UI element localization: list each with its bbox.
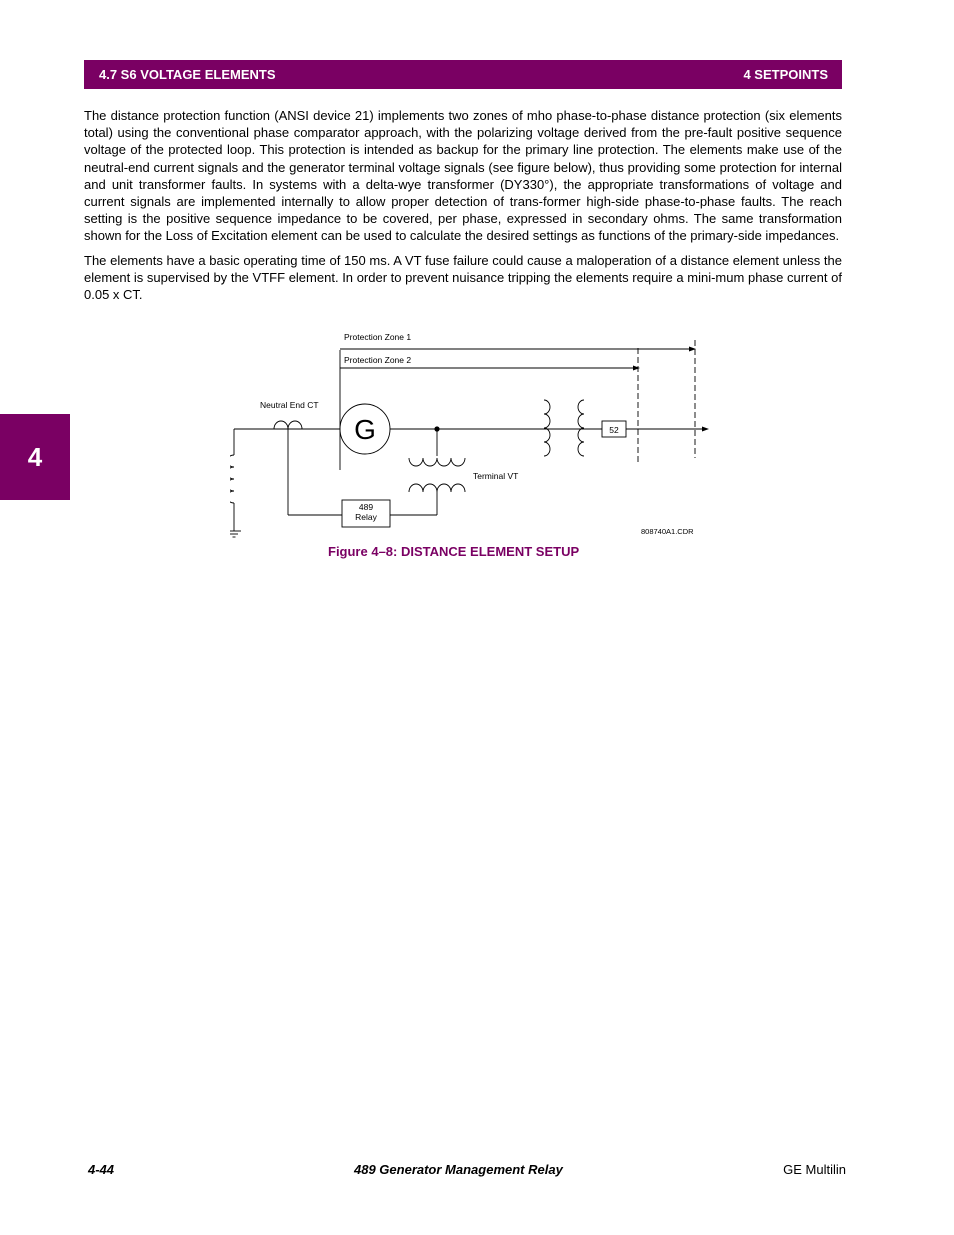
- manual-title: 489 Generator Management Relay: [354, 1162, 563, 1177]
- chapter-tab-number: 4: [27, 441, 43, 472]
- vt-secondary-coil: [409, 484, 465, 492]
- chapter-title: 4 SETPOINTS: [743, 67, 828, 82]
- zone2-arrowhead: [633, 366, 640, 371]
- zone1-label: Protection Zone 1: [344, 332, 412, 342]
- section-header-bar: [84, 60, 842, 89]
- vt-junction-dot: [434, 426, 439, 431]
- neutral-ct-label: Neutral End CT: [260, 400, 319, 410]
- chapter-side-tab: [0, 414, 70, 500]
- distance-element-diagram: [230, 330, 720, 545]
- transformer-secondary-coil: [578, 400, 584, 456]
- drawing-code: 808740A1.CDR: [641, 527, 694, 536]
- vt-primary-coil: [409, 458, 465, 466]
- transformer-primary-coil: [544, 400, 550, 456]
- section-title: 4.7 S6 VOLTAGE ELEMENTS: [99, 67, 276, 82]
- generator-label: G: [354, 414, 376, 445]
- figure-caption: Figure 4–8: DISTANCE ELEMENT SETUP: [328, 544, 580, 559]
- neutral-ct-coil: [274, 421, 302, 429]
- relay-label-line1: 489: [358, 502, 374, 512]
- paragraph-2: The elements have a basic operating time of 150 ms. A VT fuse failure could cause a maloperation of a distance element unless the element is supervised by the VTFF element. In order to prevent nuisance tripping the elements require a mini-mum phase current of 0.05 x CT.: [84, 252, 842, 303]
- page-footer: [88, 1162, 846, 1180]
- line-arrowhead: [702, 427, 709, 432]
- terminal-vt-label: Terminal VT: [473, 471, 519, 481]
- page-number: 4-44: [88, 1162, 115, 1177]
- relay-label-line2: Relay: [355, 512, 377, 522]
- grounding-coil: [230, 455, 234, 503]
- body-text: [84, 107, 842, 310]
- paragraph-1: The distance protection function (ANSI device 21) implements two zones of mho phase-to-phase distance protection (six elements total) using the conventional phase comparator approach, with the polarizing voltage derived from the pre-fault positive sequence voltage of the protected loop. This protection is intended as backup for the primary line protection. The elements make use of the neutral-end current signals and the generator terminal voltage signals (see figure below), thus providing some protection for internal and unit transformer faults. In systems with a delta-wye transformer (DY330°), the appropriate transformations of voltage and current signals are implemented internally to allow proper detection of trans-former high-side phase-to-phase faults. The reach setting is the positive sequence impedance to be covered, per phase, expressed in secondary ohms. The same transformation shown for the Loss of Excitation element can be used to calculate the desired settings as functions of the primary-side impedances.: [84, 108, 842, 244]
- zone2-label: Protection Zone 2: [344, 355, 412, 365]
- brand-name: GE Multilin: [783, 1162, 846, 1177]
- breaker-label: 52: [609, 425, 619, 435]
